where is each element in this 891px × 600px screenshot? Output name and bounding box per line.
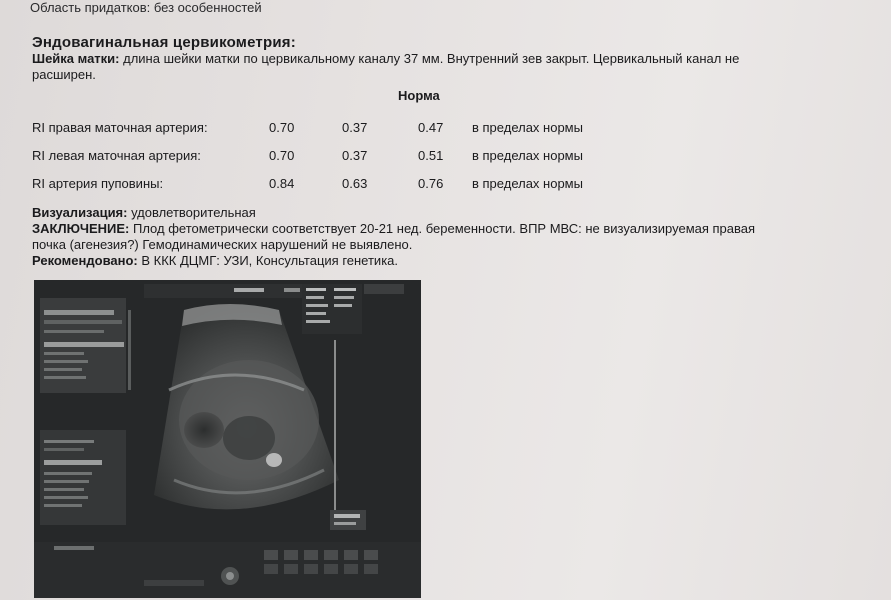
- conclusion-label: ЗАКЛЮЧЕНИЕ:: [32, 221, 130, 236]
- visualization-label: Визуализация:: [32, 205, 128, 220]
- right-info-panel: [302, 284, 362, 334]
- row-norm-value: 0.47: [418, 120, 444, 135]
- row-status: в пределах нормы: [472, 148, 583, 163]
- row-status: в пределах нормы: [472, 176, 583, 191]
- ultrasound-image: [34, 280, 421, 598]
- row-value-2: 0.37: [342, 120, 368, 135]
- row-value-1: 0.84: [269, 176, 295, 191]
- conclusion-line-2: почка (агенезия?) Гемодинамических нарушений не выявлено.: [32, 237, 413, 252]
- row-name: RI левая маточная артерия:: [32, 148, 201, 163]
- fetal-cyst-region: [184, 412, 224, 448]
- section-title-cervicometry: Эндовагинальная цервикометрия:: [32, 34, 296, 51]
- cervix-text: длина шейки матки по цервикальному каналу 37 мм. Внутренний зев закрыт. Цервикальный канал не расширен.: [32, 51, 740, 82]
- adnexa-line: Область придатков: без особенностей: [30, 0, 262, 15]
- row-value-2: 0.63: [342, 176, 368, 191]
- row-value-1: 0.70: [269, 148, 295, 163]
- visualization-line: [32, 205, 822, 221]
- row-name: RI артерия пуповины:: [32, 176, 164, 191]
- row-value-1: 0.70: [269, 120, 295, 135]
- row-norm-value: 0.76: [418, 176, 444, 191]
- recommended-line: [32, 253, 822, 269]
- visualization-value: удовлетворительная: [127, 205, 256, 220]
- recommended-value: В ККК ДЦМГ: УЗИ, Консультация генетика.: [137, 253, 399, 268]
- row-name: RI правая маточная артерия:: [32, 120, 208, 135]
- conclusion-text-1: Плод фетометрически соответствует 20-21 нед. беременности. ВПР МВС: не визуализируемая правая: [129, 221, 756, 236]
- left-menu-panel-bottom: [40, 430, 126, 525]
- conclusion-line-1: [32, 221, 822, 237]
- recommended-label: Рекомендовано:: [32, 253, 138, 268]
- cervix-label: Шейка матки:: [32, 51, 120, 66]
- row-value-2: 0.37: [342, 148, 368, 163]
- norm-column-header: Норма: [398, 88, 440, 103]
- row-norm-value: 0.51: [418, 148, 444, 163]
- row-status: в пределах нормы: [472, 120, 583, 135]
- ultrasound-graphic: [34, 280, 421, 598]
- cervix-paragraph: [32, 51, 802, 83]
- summary-block: [32, 205, 822, 269]
